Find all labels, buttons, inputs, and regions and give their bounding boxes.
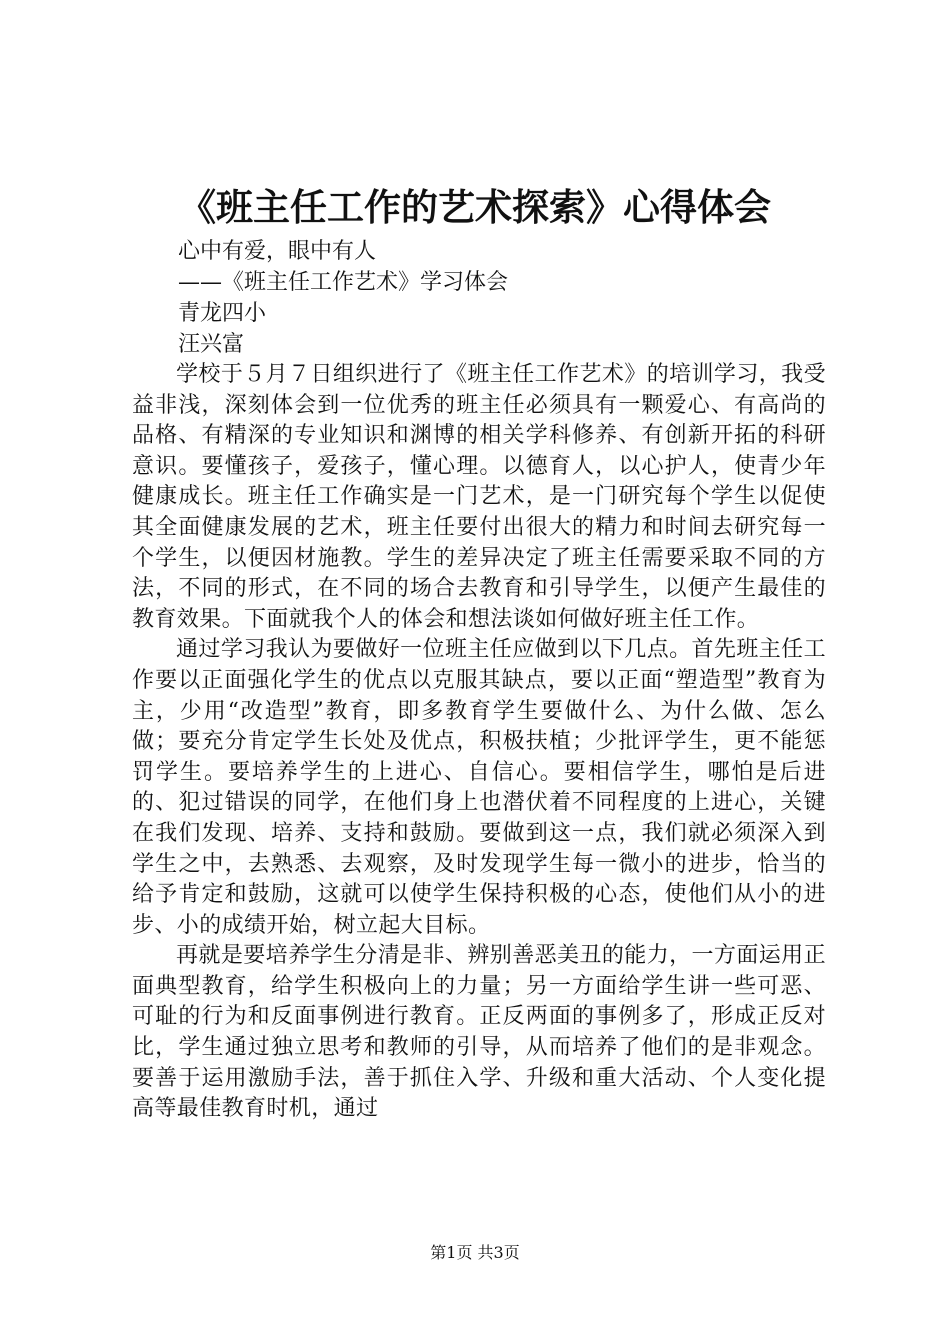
subtitle: 心中有爱，眼中有人 <box>178 239 377 264</box>
document-meta <box>178 236 818 360</box>
school-name: 青龙四小 <box>178 301 267 326</box>
author-name: 汪兴富 <box>178 332 245 357</box>
page-footer: 第1页 共3页 <box>430 1243 520 1262</box>
paragraph: 通过学习我认为要做好一位班主任应做到以下几点。首先班主任工作要以正面强化学生的优点以克服其缺点，要以正面“塑造型”教育为主，少用“改造型”教育，即多教育学生要做什么、为什么做、怎么做；要充分肯定学生长处及优点，积极扶植；少批评学生，更不能惩罚学生。要培养学生的上进心、自信心。要相信学生，哪怕是后进的、犯过错误的同学，在他们身上也潜伏着不同程度的上进心，关键在我们发现、培养、支持和鼓励。要做到这一点，我们就必须深入到学生之中，去熟悉、去观察，及时发现学生每一微小的进步，恰当的给予肯定和鼓励，这就可以使学生保持积极的心态，使他们从小的进步、小的成绩开始，树立起大目标。 <box>132 637 826 938</box>
document-body <box>132 360 826 1125</box>
subheading: ——《班主任工作艺术》学习体会 <box>178 270 509 295</box>
document-title: 《班主任工作的艺术探索》心得体会 <box>179 185 771 229</box>
paragraph: 学校于５月７日组织进行了《班主任工作艺术》的培训学习，我受益非浅，深刻体会到一位优秀的班主任必须具有一颗爱心、有高尚的品格、有精深的专业知识和渊博的相关学科修养、有创新开拓的科研意识。要懂孩子，爱孩子，懂心理。以德育人，以心护人，使青少年健康成长。班主任工作确实是一门艺术，是一门研究每个学生以促使其全面健康发展的艺术，班主任要付出很大的精力和时间去研究每一个学生，以便因材施教。学生的差异决定了班主任需要采取不同的方法，不同的形式，在不同的场合去教育和引导学生，以便产生最佳的教育效果。下面就我个人的体会和想法谈如何做好班主任工作。 <box>132 362 826 632</box>
paragraph: 再就是要培养学生分清是非、辨别善恶美丑的能力，一方面运用正面典型教育，给学生积极向上的力量；另一方面给学生讲一些可恶、可耻的行为和反面事例进行教育。正反两面的事例多了，形成正反对比，学生通过独立思考和教师的引导，从而培养了他们的是非观念。要善于运用激励手法，善于抓住入学、升级和重大活动、个人变化提高等最佳教育时机，通过 <box>132 943 826 1122</box>
